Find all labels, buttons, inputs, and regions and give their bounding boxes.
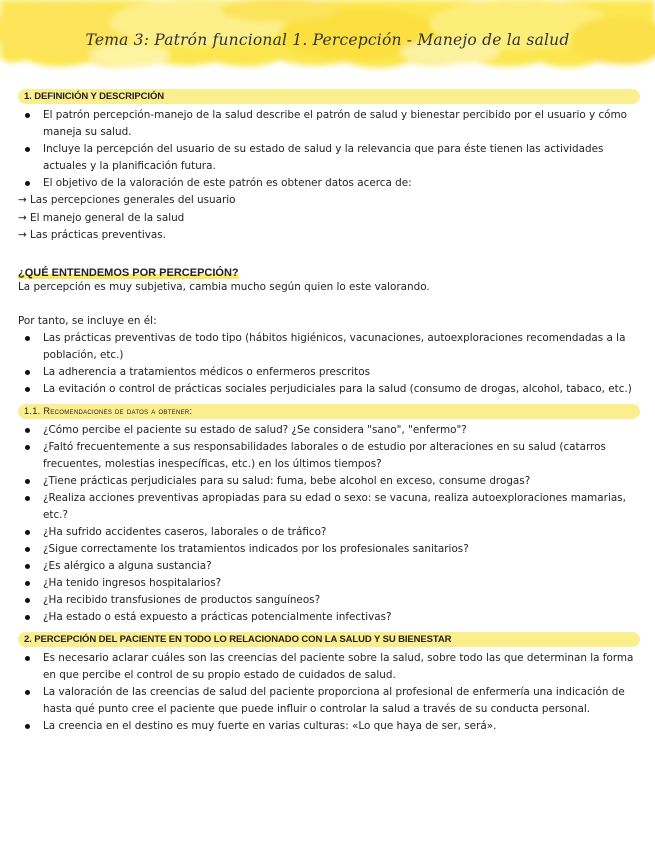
section-2-list	[18, 650, 640, 735]
list-item: ¿Es alérgico a alguna sustancia?	[18, 558, 640, 575]
section-1-1-heading: 1.1. Recomendaciones de datos a obtener:	[24, 406, 193, 416]
percepcion-lead: Por tanto, se incluye en él:	[18, 314, 157, 327]
list-item: La creencia en el destino es muy fuerte en varias culturas: «Lo que haya de ser, será».	[18, 718, 640, 735]
section-1-1-list	[18, 422, 640, 626]
list-item: ¿Sigue correctamente los tratamientos indicados por los profesionales sanitarios?	[18, 541, 640, 558]
list-item: ¿Ha sufrido accidentes caseros, laborales o de tráfico?	[18, 524, 640, 541]
subsection-heading-bar	[18, 404, 640, 419]
list-item: La valoración de las creencias de salud del paciente proporciona al profesional de enfermería una indicación de hasta qué punto cree el paciente que puede influir o controlar la salud a través de su conducta personal.	[18, 684, 640, 718]
list-item: ¿Faltó frecuentemente a sus responsabilidades laborales o de estudio por alteraciones en su salud (catarros frecuentes, molestias inespecíficas, etc.) en los últimos tiempos?	[18, 439, 640, 473]
percepcion-list	[18, 330, 640, 398]
arrow-item: → Las prácticas preventivas.	[18, 229, 166, 241]
list-item: Incluye la percepción del usuario de su estado de salud y la relevancia que para éste tienen las actividades actuales y la planificación futura.	[18, 141, 640, 175]
section-heading-bar	[18, 89, 640, 104]
arrow-item: → El manejo general de la salud	[18, 211, 185, 224]
list-item: Es necesario aclarar cuáles son las creencias del paciente sobre la salud, sobre todo las que determinan la forma en que percibe el control de su propio estado de cuidados de salud.	[18, 650, 640, 684]
section-heading-bar	[18, 632, 640, 647]
page-title: Tema 3: Patrón funcional 1. Percepción - Manejo de la salud	[85, 31, 570, 49]
document-body	[18, 82, 640, 735]
percepcion-heading: ¿QUÉ ENTENDEMOS POR PERCEPCIÓN?	[18, 266, 239, 279]
list-item: La adherencia a tratamientos médicos o enfermeros prescritos	[18, 364, 640, 381]
list-item: ¿Ha recibido transfusiones de productos sanguíneos?	[18, 592, 640, 609]
list-item: La evitación o control de prácticas sociales perjudiciales para la salud (consumo de drogas, alcohol, tabaco, etc.)	[18, 381, 640, 398]
header-banner	[0, 0, 655, 82]
arrow-item: → Las percepciones generales del usuario	[18, 194, 236, 206]
list-item: El patrón percepción-manejo de la salud describe el patrón de salud y bienestar percibido por el usuario y cómo maneja su salud.	[18, 107, 640, 141]
section-2-heading: 2. PERCEPCIÓN DEL PACIENTE EN TODO LO RELACIONADO CON LA SALUD Y SU BIENESTAR	[24, 633, 452, 645]
list-item: ¿Cómo percibe el paciente su estado de salud? ¿Se considera "sano", "enfermo"?	[18, 422, 640, 439]
list-item: ¿Realiza acciones preventivas apropiadas para su edad o sexo: se vacuna, realiza autoexploraciones mamarias, etc.?	[18, 490, 640, 524]
percepcion-intro: La percepción es muy subjetiva, cambia mucho según quien lo este valorando.	[18, 280, 430, 293]
list-item: Las prácticas preventivas de todo tipo (hábitos higiénicos, vacunaciones, autoexploraciones recomendadas a la población, etc.)	[18, 330, 640, 364]
list-item: ¿Tiene prácticas perjudiciales para su salud: fuma, bebe alcohol en exceso, consume drogas?	[18, 473, 640, 490]
list-item: El objetivo de la valoración de este patrón es obtener datos acerca de:	[18, 175, 640, 192]
section-1-heading: 1. DEFINICIÓN Y DESCRIPCIÓN	[24, 91, 165, 102]
section-1-list	[18, 107, 640, 245]
list-item: ¿Ha estado o está expuesto a prácticas potencialmente infectivas?	[18, 609, 640, 626]
list-item: ¿Ha tenido ingresos hospitalarios?	[18, 575, 640, 592]
